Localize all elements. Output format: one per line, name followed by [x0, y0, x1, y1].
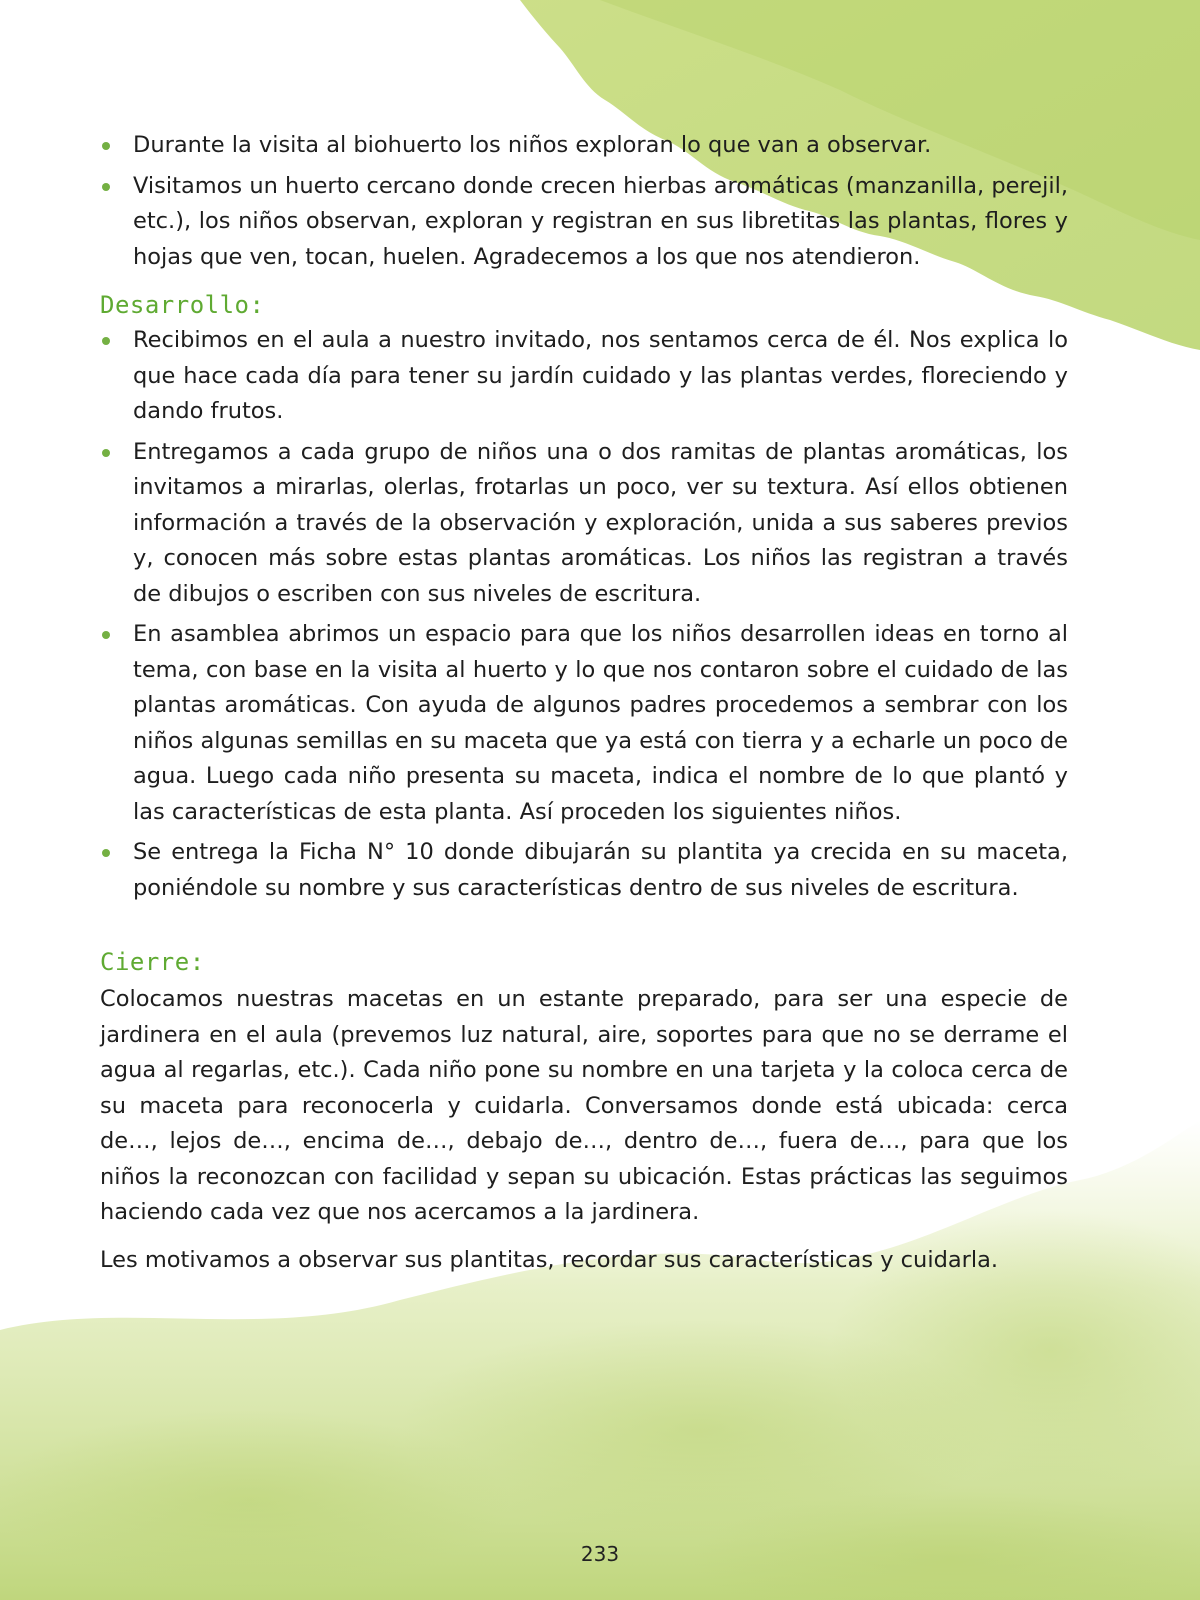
- cierre-paragraph: Colocamos nuestras macetas en un estante preparado, para ser una especie de jardinera en el aula (prevemos luz natural, aire, soportes para que no se derrame el agua al regarlas, etc.). Cada niño pone su nombre en una tarjeta y la coloca cerca de su maceta para reconocerla y cuidarla. Conversamos donde está ubicada: cerca de…, lejos de…, encima de…, debajo de…, dentro de…, fuera de…, para que los niños la reconozcan con facilidad y sepan su ubicación. Estas prácticas las seguimos haciendo cada vez que nos acercamos a la jardinera.: [100, 986, 1068, 1225]
- desarrollo-bullet-list: [100, 323, 1068, 906]
- section-heading-desarrollo: Desarrollo:: [100, 291, 265, 319]
- list-item: Durante la visita al biohuerto los niños exploran lo que van a observar.: [100, 128, 1068, 164]
- list-item: Entregamos a cada grupo de niños una o dos ramitas de plantas aromáticas, los invitamos a mirarlas, olerlas, frotarlas un poco, ver su textura. Así ellos obtienen información a través de la observación y exploración, unida a sus saberes previos y, conocen más sobre estas plantas aromáticas. Los niños las registran a través de dibujos o escriben con sus niveles de escritura.: [100, 435, 1068, 613]
- list-item: Se entrega la Ficha N° 10 donde dibujarán su plantita ya crecida en su maceta, poniéndole su nombre y sus características dentro de sus niveles de escritura.: [100, 835, 1068, 906]
- list-item: En asamblea abrimos un espacio para que los niños desarrollen ideas en torno al tema, con base en la visita al huerto y lo que nos contaron sobre el cuidado de las plantas aromáticas. Con ayuda de algunos padres procedemos a sembrar con los niños algunas semillas en su maceta que ya está con tierra y a echarle un poco de agua. Luego cada niño presenta su maceta, indica el nombre de lo que plantó y las características de esta planta. Así proceden los siguientes niños.: [100, 617, 1068, 830]
- cierre-paragraph: Les motivamos a observar sus plantitas, recordar sus características y cuidarla.: [100, 1246, 999, 1273]
- page-number: 233: [580, 1542, 620, 1566]
- intro-bullet-list: [100, 128, 1068, 275]
- page-content: [100, 128, 1068, 1290]
- section-heading-cierre: Cierre:: [100, 948, 205, 976]
- list-item: Recibimos en el aula a nuestro invitado, nos sentamos cerca de él. Nos explica lo que hace cada día para tener su jardín cuidado y las plantas verdes, floreciendo y dando frutos.: [100, 323, 1068, 430]
- list-item: Visitamos un huerto cercano donde crecen hierbas aromáticas (manzanilla, perejil, etc.), los niños observan, exploran y registran en sus libretitas las plantas, flores y hojas que ven, tocan, huelen. Agradecemos a los que nos atendieron.: [100, 169, 1068, 276]
